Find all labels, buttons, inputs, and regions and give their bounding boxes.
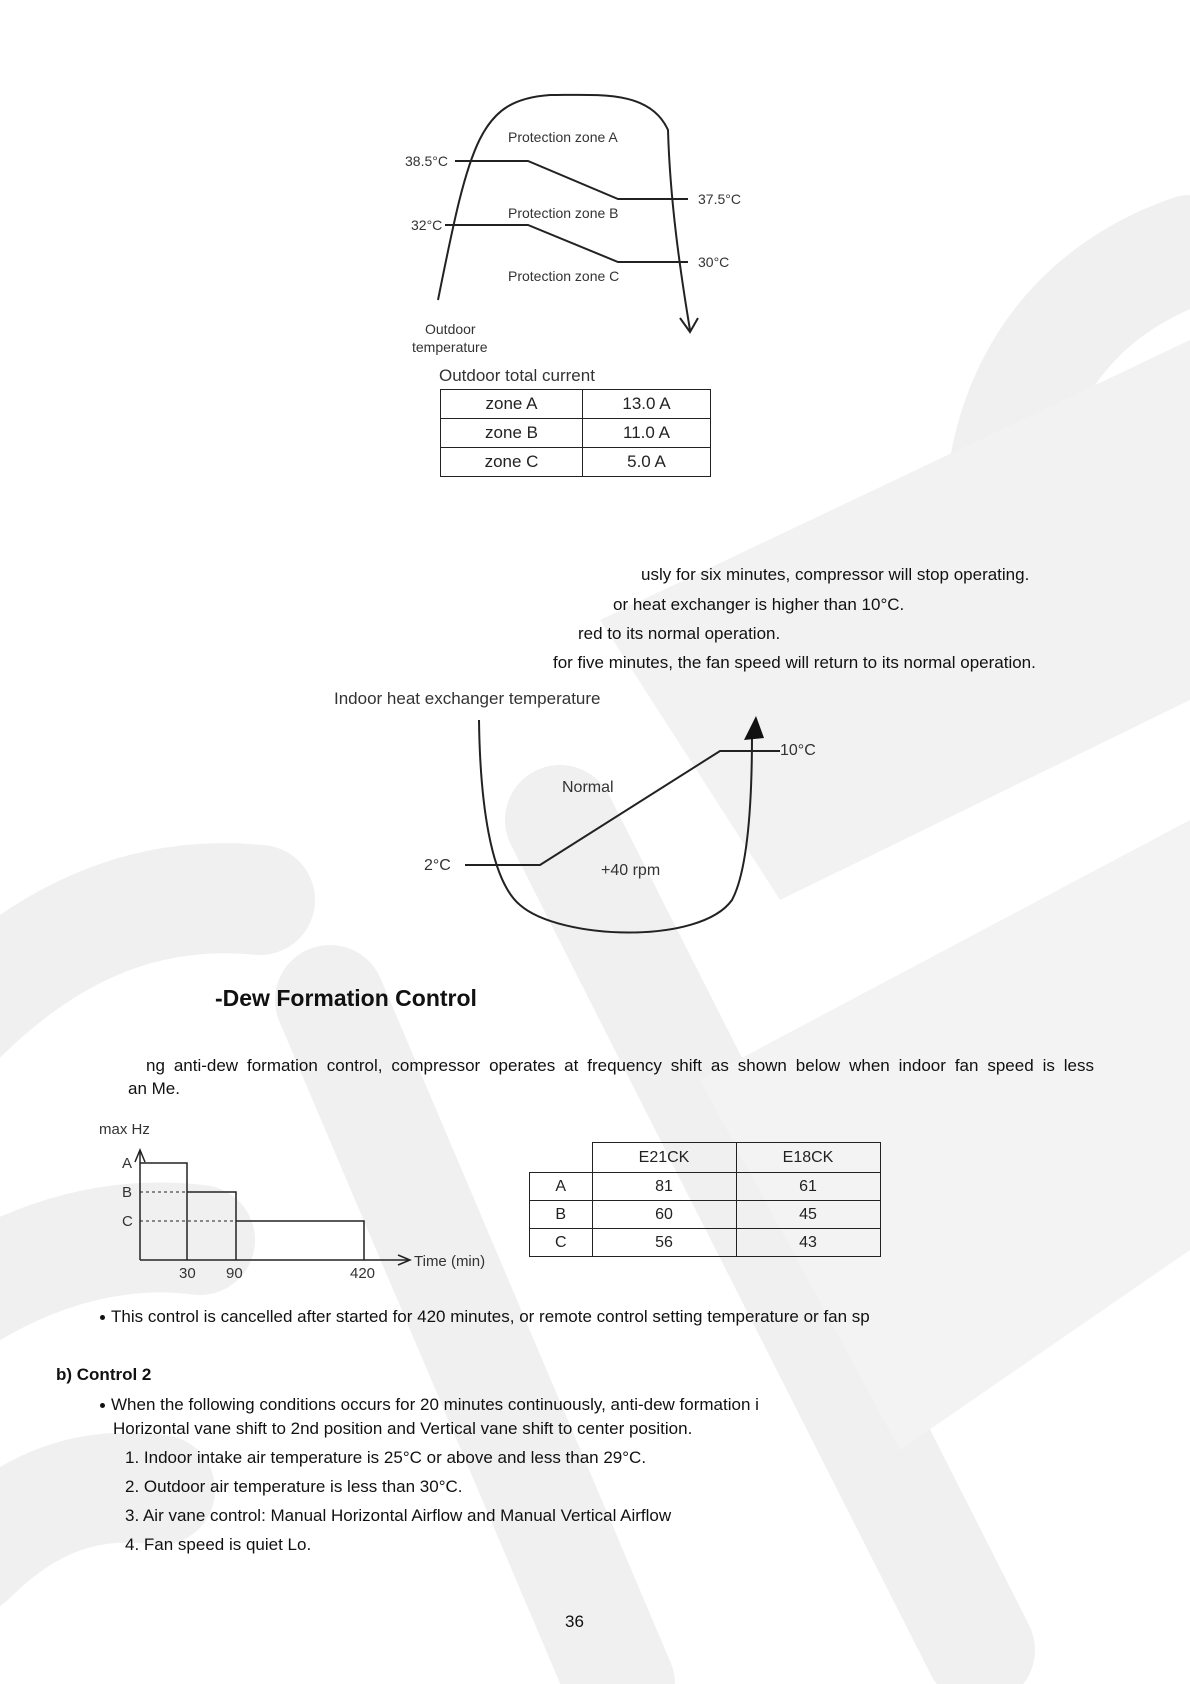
rpm-label: +40 rpm (601, 862, 661, 879)
temp-10-label: 10°C (780, 742, 816, 759)
level-a-label: A (122, 1155, 133, 1172)
normal-boundary (465, 751, 780, 865)
bullet-text: When the following conditions occurs for 20 minutes continuously, anti-dew formation i (111, 1395, 759, 1414)
current-table-title: Outdoor total current (439, 366, 595, 385)
temp-30-label: 30°C (698, 254, 730, 270)
y-axis-label: max Hz (99, 1121, 150, 1138)
paragraph-line: red to its normal operation. (578, 624, 781, 643)
step-c (236, 1221, 364, 1260)
tick-420: 420 (350, 1265, 376, 1282)
table-header-row (530, 1143, 881, 1173)
header-cell: E21CK (592, 1143, 736, 1173)
heat-exchanger-diagram (400, 705, 840, 950)
tick-30: 30 (179, 1265, 196, 1282)
bullet-icon (100, 1403, 105, 1408)
zone-a-label: Protection zone A (508, 129, 618, 145)
paragraph-line: usly for six minutes, compressor will stop operating. (641, 565, 1030, 584)
condition-item: 3. Air vane control: Manual Horizontal Airflow and Manual Vertical Airflow (125, 1506, 672, 1525)
table-cell: 61 (736, 1173, 880, 1201)
temp-38-5-label: 38.5°C (405, 153, 448, 169)
temp-2-label: 2°C (424, 857, 451, 874)
step-a (140, 1163, 187, 1260)
x-axis-label: Time (min) (414, 1253, 486, 1270)
page-number: 36 (565, 1612, 584, 1631)
table-row (441, 390, 711, 419)
header-cell: E18CK (736, 1143, 880, 1173)
zone-a-boundary (455, 161, 688, 199)
outdoor-label: Outdoor (425, 321, 476, 337)
row-label: C (530, 1229, 593, 1257)
intro-line: ng anti-dew formation control, compressor operates at frequency shift as shown below when indoor fan speed is less (146, 1056, 1094, 1075)
table-cell: 43 (736, 1229, 880, 1257)
hz-table (529, 1142, 881, 1257)
paragraph-line: for five minutes, the fan speed will return to its normal operation. (553, 653, 1036, 672)
zone-b-boundary (445, 225, 688, 262)
normal-label: Normal (562, 779, 614, 796)
arrow-head (744, 716, 764, 740)
row-label: B (530, 1201, 593, 1229)
table-row (530, 1201, 881, 1229)
temp-37-5-label: 37.5°C (698, 191, 741, 207)
current-cell: 5.0 A (583, 448, 711, 477)
protection-zone-diagram (380, 85, 760, 360)
hz-step-chart (95, 1115, 505, 1290)
current-cell: 11.0 A (583, 419, 711, 448)
zone-cell: zone B (441, 419, 583, 448)
table-row (530, 1173, 881, 1201)
paragraph-line: or heat exchanger is higher than 10°C. (613, 595, 905, 614)
table-row (441, 448, 711, 477)
bullet-continuation: Horizontal vane shift to 2nd position and Vertical vane shift to center position. (113, 1419, 693, 1438)
condition-item: 2. Outdoor air temperature is less than 30°C. (125, 1477, 463, 1496)
temp-32-label: 32°C (411, 217, 443, 233)
bullet-icon (100, 1315, 105, 1320)
control2-heading: b) Control 2 (56, 1365, 152, 1384)
zone-c-label: Protection zone C (508, 268, 620, 284)
table-cell: 56 (592, 1229, 736, 1257)
table-row (530, 1229, 881, 1257)
zone-cell: zone A (441, 390, 583, 419)
temperature-curve (479, 720, 752, 933)
level-c-label: C (122, 1213, 133, 1230)
table-cell: 45 (736, 1201, 880, 1229)
bullet-text: This control is cancelled after started for 420 minutes, or remote control setting temperature or fan sp (111, 1307, 870, 1326)
bullet-item (100, 1395, 759, 1415)
heat-exchanger-title: Indoor heat exchanger temperature (334, 689, 601, 708)
current-cell: 13.0 A (583, 390, 711, 419)
temperature-label: temperature (412, 339, 488, 355)
row-label: A (530, 1173, 593, 1201)
current-table (440, 389, 711, 477)
corner-cell (530, 1143, 593, 1173)
step-b (187, 1192, 236, 1260)
condition-item: 1. Indoor intake air temperature is 25°C or above and less than 29°C. (125, 1448, 647, 1467)
table-cell: 60 (592, 1201, 736, 1229)
level-b-label: B (122, 1184, 133, 1201)
zone-cell: zone C (441, 448, 583, 477)
tick-90: 90 (226, 1265, 243, 1282)
condition-item: 4. Fan speed is quiet Lo. (125, 1535, 312, 1554)
section-heading: -Dew Formation Control (215, 985, 477, 1011)
table-cell: 81 (592, 1173, 736, 1201)
table-row (441, 419, 711, 448)
zone-b-label: Protection zone B (508, 205, 619, 221)
intro-line: an Me. (128, 1079, 180, 1098)
bullet-item (100, 1307, 870, 1327)
